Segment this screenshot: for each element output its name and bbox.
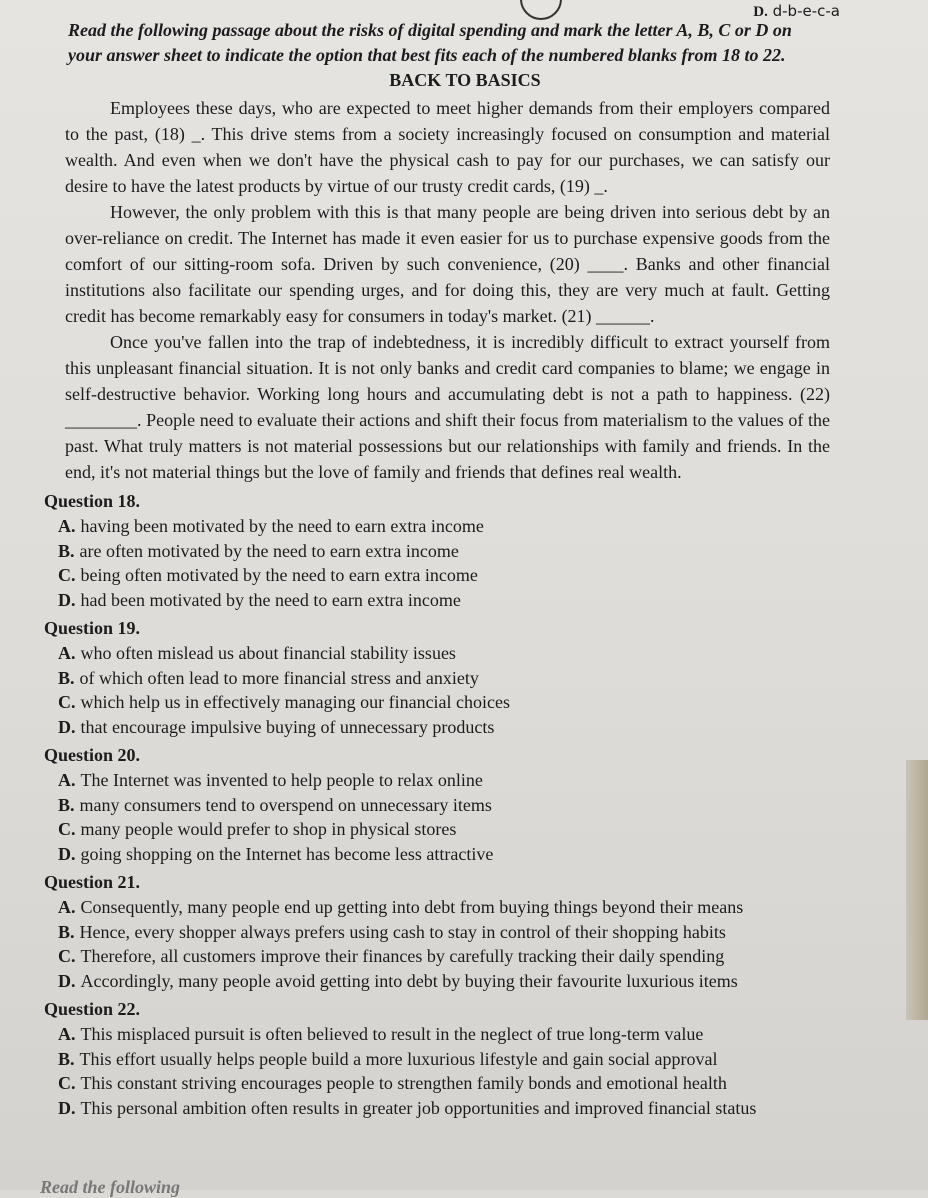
answer-option[interactable] (58, 817, 830, 842)
option-letter: A. (58, 770, 76, 790)
answer-option[interactable] (58, 793, 830, 818)
option-text: This misplaced pursuit is often believed to result in the neglect of true long-term value (80, 1024, 704, 1044)
paragraph-text: Employees these days, who are expected to meet higher demands from their employers compared to the past, (18) _. This drive stems from a society increasingly focused on consumption and material wealth. And even when we don't have the physical cash to pay for our purchases, we can satisfy our desire to have the latest products by virtue of our trusty credit cards, (19) _. (65, 98, 830, 196)
hand-drawn-circle (520, 0, 562, 20)
answer-option[interactable] (58, 1096, 830, 1121)
answer-option[interactable] (58, 842, 830, 867)
option-letter: B. (58, 540, 75, 561)
paragraph-text: Once you've fallen into the trap of indebtedness, it is incredibly difficult to extract yourself from this unpleasant financial situation. It is not only banks and credit card companies to blame; we engage in self-destructive behavior. Working long hours and accumulating debt is not a path to happiness. (22) ________. People need to evaluate their actions and shift their focus from materialism to the values of the past. What truly matters is not material possessions but our relationships with family and friends. In the end, it's not material things but the love of family and friends that defines real wealth. (65, 332, 830, 482)
option-letter: B. (58, 921, 75, 942)
option-letter: D. (58, 1097, 76, 1118)
instructions: Read the following passage about the risks of digital spending and mark the letter A, B, C or D on your answer sheet to indicate the option that best fits each of the numbered blanks from 18 to 22. (68, 20, 792, 65)
option-text: The Internet was invented to help people to relax online (80, 770, 483, 790)
passage-paragraph (65, 95, 830, 199)
question-block (40, 491, 830, 612)
question-title: Question 22. (44, 999, 141, 1019)
question-block (40, 872, 830, 993)
question-title: Question 18. (44, 491, 141, 511)
option-text: many consumers tend to overspend on unnecessary items (79, 794, 492, 815)
answer-option[interactable] (58, 514, 830, 539)
answer-option[interactable] (58, 1047, 830, 1072)
answer-option[interactable] (58, 539, 830, 564)
answer-option[interactable] (58, 690, 830, 715)
answer-option[interactable] (58, 588, 830, 613)
answer-option[interactable] (58, 1022, 830, 1047)
option-letter: C. (58, 692, 76, 712)
page-edge (906, 760, 928, 1020)
option-text: of which often lead to more financial stress and anxiety (79, 667, 479, 688)
passage-paragraph (65, 329, 830, 485)
option-text: are often motivated by the need to earn extra income (79, 540, 459, 561)
option-letter: D. (58, 589, 76, 610)
question-block (40, 745, 830, 866)
previous-answer-letter: D. (753, 4, 768, 20)
option-text: who often mislead us about financial stability issues (80, 643, 456, 663)
option-letter: D. (58, 716, 76, 737)
option-text: which help us in effectively managing our financial choices (80, 692, 511, 712)
paragraph-text: However, the only problem with this is that many people are being driven into serious debt by an over-reliance on credit. The Internet has made it even easier for us to purchase expensive goods from the comfort of our sitting-room sofa. Driven by such convenience, (20) ____. Banks and other financial institutions also facilitate our spending urges, and for doing this, they are very much at fault. Getting credit has become remarkably easy for consumers in today's market. (21) ______. (65, 202, 830, 326)
answer-option[interactable] (58, 768, 830, 793)
option-text: This personal ambition often results in greater job opportunities and improved financial status (80, 1097, 757, 1118)
option-letter: C. (58, 1073, 76, 1093)
question-block (40, 618, 830, 739)
option-text: Consequently, many people end up getting into debt from buying things beyond their means (80, 897, 744, 917)
option-text: Accordingly, many people avoid getting into debt by buying their favourite luxurious items (80, 970, 738, 991)
question-title: Question 20. (44, 745, 141, 765)
option-text: Hence, every shopper always prefers using cash to stay in control of their shopping habits (79, 921, 726, 942)
option-letter: C. (58, 565, 76, 585)
next-section-text: Read the following (40, 1177, 181, 1197)
option-letter: B. (58, 667, 75, 688)
answer-option[interactable] (58, 666, 830, 691)
answer-option[interactable] (58, 715, 830, 740)
question-block (40, 999, 830, 1120)
option-letter: D. (58, 843, 76, 864)
answer-option[interactable] (58, 969, 830, 994)
option-text: going shopping on the Internet has become less attractive (80, 843, 494, 864)
option-letter: A. (58, 643, 76, 663)
option-letter: B. (58, 794, 75, 815)
worksheet-content (40, 18, 830, 1120)
option-text: many people would prefer to shop in physical stores (80, 819, 457, 839)
answer-option[interactable] (58, 563, 830, 588)
passage-title: BACK TO BASICS (389, 70, 541, 90)
option-letter: A. (58, 897, 76, 917)
option-letter: C. (58, 946, 76, 966)
question-title: Question 21. (44, 872, 141, 892)
option-text: Therefore, all customers improve their finances by carefully tracking their daily spending (80, 946, 725, 966)
option-letter: D. (58, 970, 76, 991)
previous-answer-text: d-b-e-c-a (772, 2, 840, 20)
answer-option[interactable] (58, 920, 830, 945)
answer-option[interactable] (58, 944, 830, 969)
option-text: This effort usually helps people build a more luxurious lifestyle and gain social approval (79, 1048, 718, 1069)
question-list (40, 491, 830, 1120)
option-text: that encourage impulsive buying of unnecessary products (80, 716, 495, 737)
passage-paragraph (65, 199, 830, 329)
option-text: This constant striving encourages people to strengthen family bonds and emotional health (80, 1073, 727, 1093)
option-letter: A. (58, 1024, 76, 1044)
question-title: Question 19. (44, 618, 141, 638)
option-text: had been motivated by the need to earn extra income (80, 589, 461, 610)
option-letter: C. (58, 819, 76, 839)
option-letter: A. (58, 516, 76, 536)
answer-option[interactable] (58, 641, 830, 666)
answer-option[interactable] (58, 1071, 830, 1096)
option-text: being often motivated by the need to earn extra income (80, 565, 478, 585)
option-text: having been motivated by the need to earn extra income (80, 516, 484, 536)
answer-option[interactable] (58, 895, 830, 920)
option-letter: B. (58, 1048, 75, 1069)
